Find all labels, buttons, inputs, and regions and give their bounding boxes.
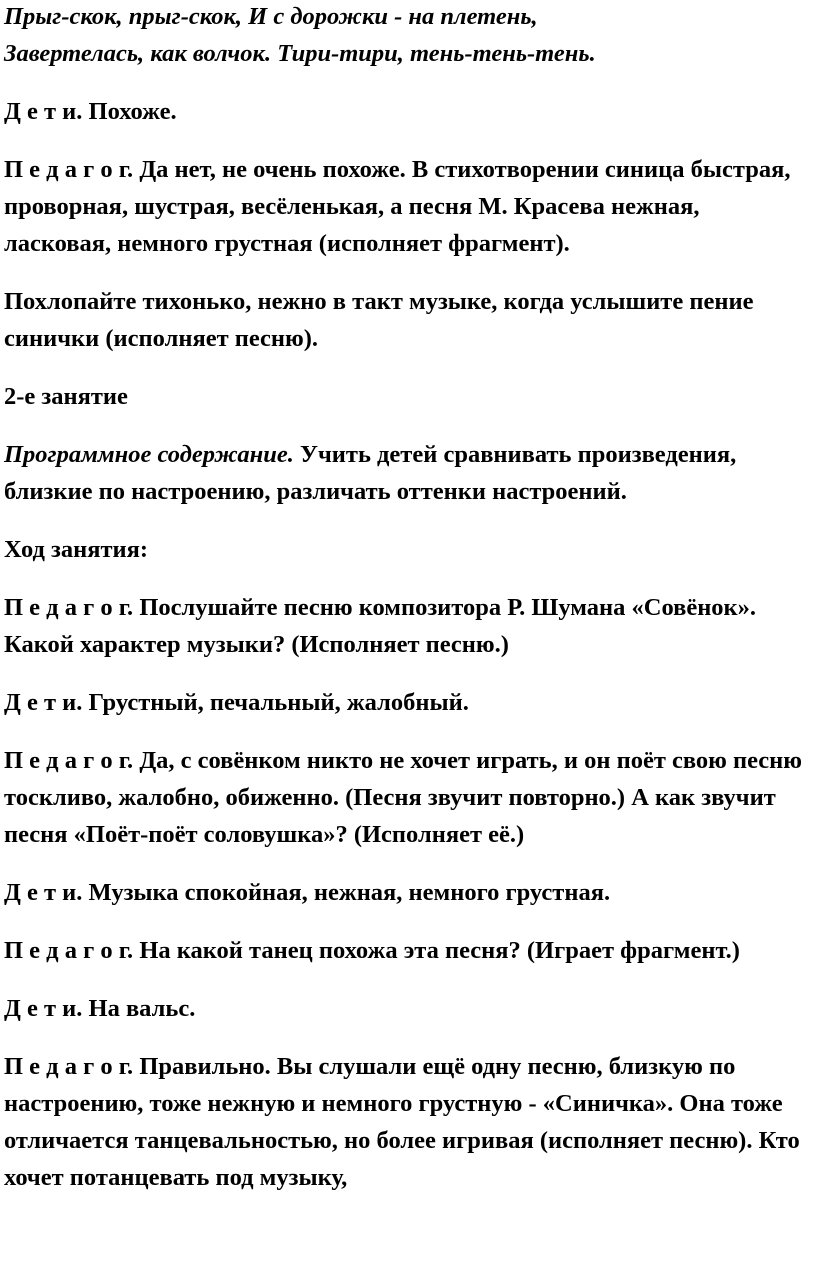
speaker: П е д а г о г. [4,747,134,774]
paragraph-program-content [4,436,810,510]
paragraph-text: Похоже. [82,98,177,125]
paragraph-children-2 [4,684,810,721]
paragraph-teacher-5 [4,1048,810,1196]
paragraph-text: Похлопайте тихонько, нежно в такт музыке, когда услышите пение синички (исполняет песню). [4,288,754,352]
paragraph-children-3 [4,874,810,911]
paragraph-text: Ход занятия: [4,536,149,563]
paragraph-children-1 [4,93,810,130]
paragraph-teacher-4 [4,932,810,969]
speaker: П е д а г о г. [4,156,134,183]
verse-line-1: Прыг-скок, прыг-скок, И с дорожки - на плетень, [4,3,538,30]
speaker: Д е т и. [4,98,83,125]
paragraph-clap-instruction [4,283,810,357]
program-content-label: Программное содержание. [4,441,294,468]
paragraph-teacher-2 [4,589,810,663]
paragraph-text: Правильно. Вы слушали ещё одну песню, близкую по настроению, тоже нежную и немного грустную - «Синичка». Она тоже отличается танцевальностью, но более игривая (исполняет песню). Кто хочет потанцевать под музыку, [4,1053,800,1191]
speaker: П е д а г о г. [4,937,134,964]
speaker: П е д а г о г. [4,594,134,621]
paragraph-text: Музыка спокойная, нежная, немного грустная. [82,879,611,906]
paragraph-text: На какой танец похожа эта песня? (Играет фрагмент.) [133,937,740,964]
paragraph-text: Да нет, не очень похоже. В стихотворении синица быстрая, проворная, шустрая, весёленькая, а песня М. Красева нежная, ласковая, немного грустная (исполняет фрагмент). [4,156,791,257]
paragraph-text: Учить детей сравнивать произведения, близкие по настроению, различать оттенки настроений. [4,441,737,505]
paragraph-text: Да, с совёнком никто не хочет играть, и он поёт свою песню тоскливо, жалобно, обиженно. (Песня звучит повторно.) А как звучит песня «Поёт-поёт соловушка»? (Исполняет её.) [4,747,803,848]
speaker: Д е т и. [4,995,83,1022]
paragraph-text: Послушайте песню композитора Р. Шумана «Совёнок». Какой характер музыки? (Исполняет песню.) [4,594,757,658]
speaker: Д е т и. [4,689,83,716]
paragraph-children-4 [4,990,810,1027]
verse [4,0,810,72]
section-heading-lesson-flow [4,531,810,568]
paragraph-text: 2-е занятие [4,383,128,410]
speaker: Д е т и. [4,879,83,906]
section-heading-lesson-2 [4,378,810,415]
paragraph-text: На вальс. [82,995,196,1022]
verse-line-2: Завертелась, как волчок. Тири-тири, тень-тень-тень. [4,40,596,67]
paragraph-text: Грустный, печальный, жалобный. [82,689,469,716]
paragraph-teacher-1 [4,151,810,262]
paragraph-teacher-3 [4,742,810,853]
speaker: П е д а г о г. [4,1053,134,1080]
